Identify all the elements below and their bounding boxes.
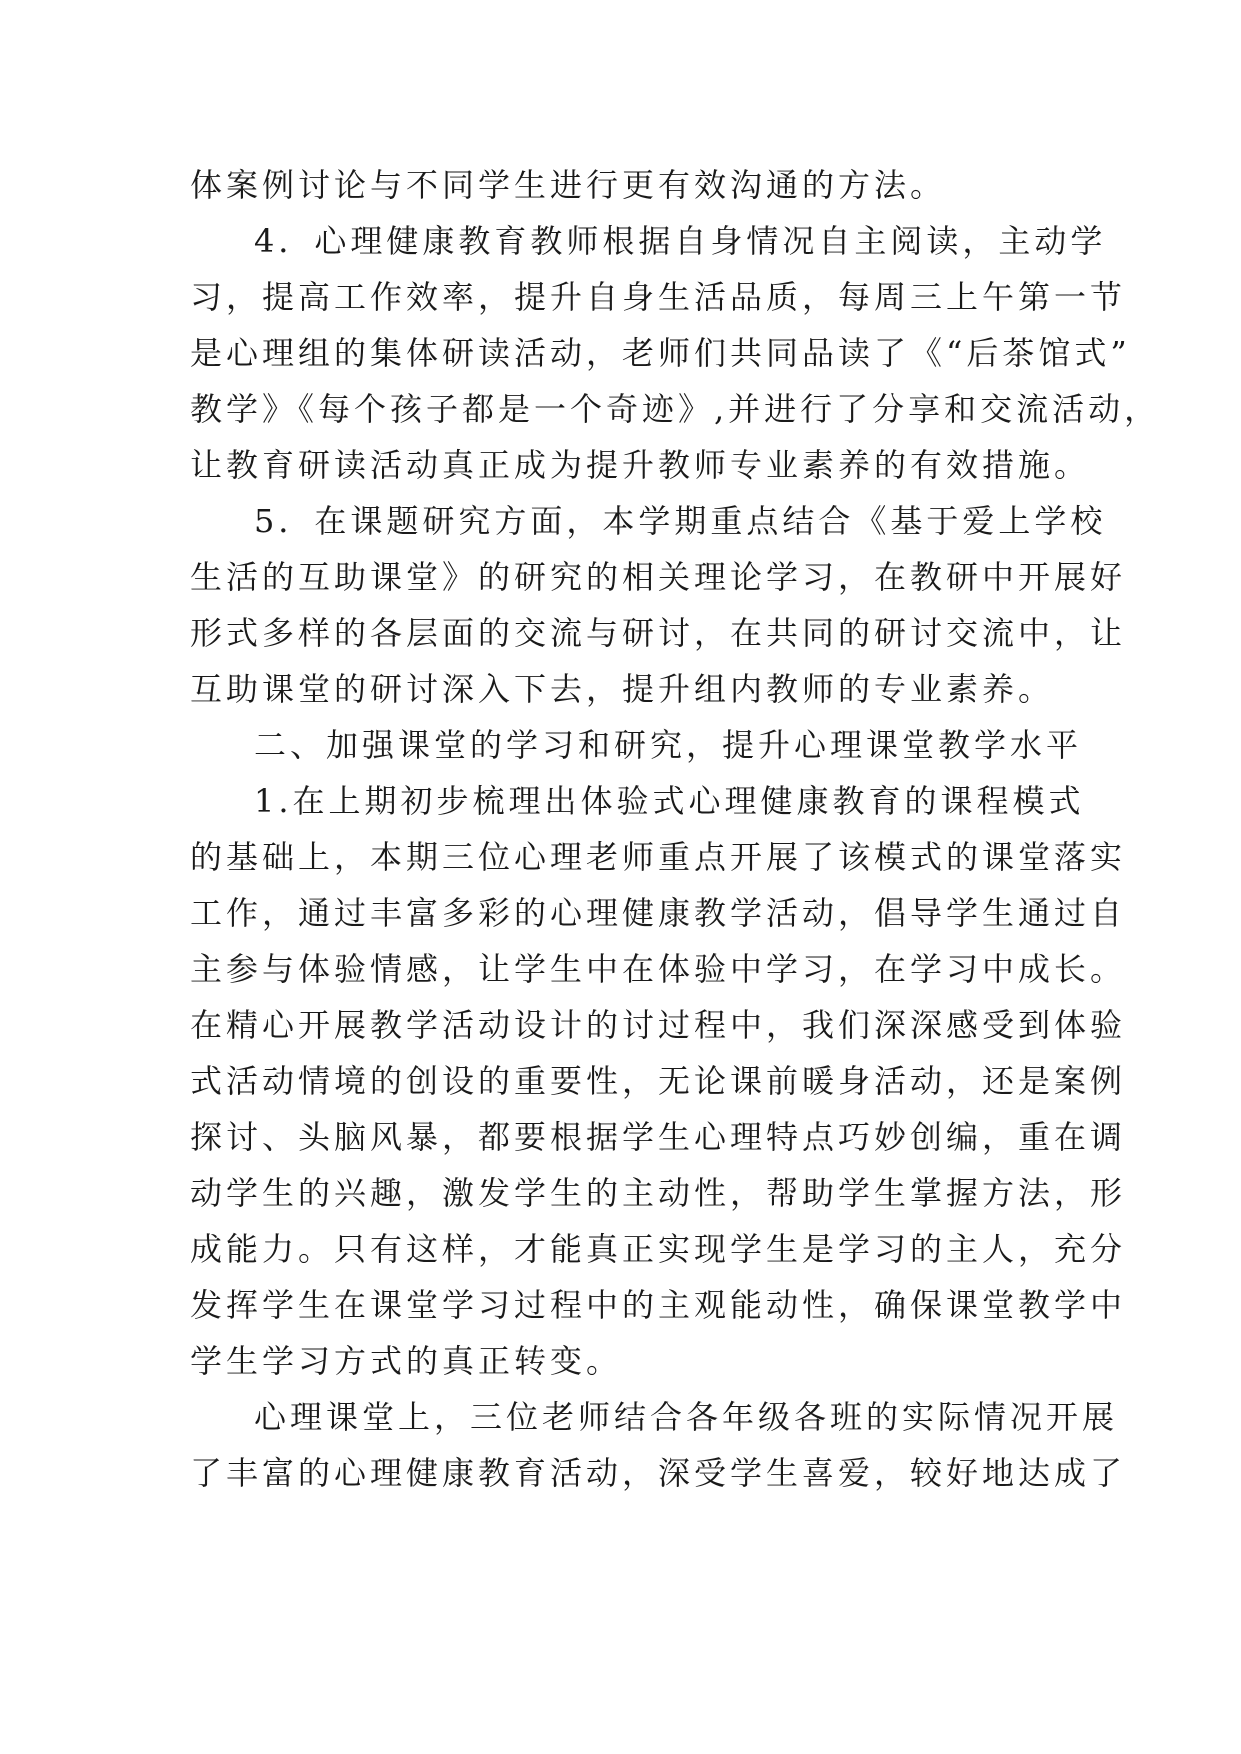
text-line: 在精心开展教学活动设计的讨过程中，我们深深感受到体验 — [190, 1006, 1127, 1044]
text-line: 生活的互助课堂》的研究的相关理论学习，在教研中开展好 — [190, 558, 1127, 596]
text-line: 让教育研读活动真正成为提升教师专业素养的有效措施。 — [190, 446, 1091, 484]
document-body — [190, 157, 1161, 1501]
text-line: 工作，通过丰富多彩的心理健康教学活动，倡导学生通过自 — [190, 894, 1127, 932]
text-line: 探讨、头脑风暴，都要根据学生心理特点巧妙创编，重在调 — [190, 1118, 1127, 1156]
text-line: 体案例讨论与不同学生进行更有效沟通的方法。 — [190, 166, 947, 204]
text-line: 式活动情境的创设的重要性，无论课前暖身活动，还是案例 — [190, 1062, 1127, 1100]
text-line: 心理课堂上，三位老师结合各年级各班的实际情况开展 — [254, 1398, 1119, 1436]
section-heading: 二、加强课堂的学习和研究，提升心理课堂教学水平 — [254, 726, 1083, 764]
text-line: 4．心理健康教育教师根据自身情况自主阅读，主动学 — [254, 222, 1107, 260]
text-line: 了丰富的心理健康教育活动，深受学生喜爱，较好地达成了 — [190, 1454, 1127, 1492]
text-line: 的基础上，本期三位心理老师重点开展了该模式的课堂落实 — [190, 838, 1127, 876]
text-line: 主参与体验情感，让学生中在体验中学习，在学习中成长。 — [190, 950, 1127, 988]
text-line: 动学生的兴趣，激发学生的主动性，帮助学生掌握方法，形 — [190, 1174, 1127, 1212]
text-line: 1.在上期初步梳理出体验式心理健康教育的课程模式 — [254, 782, 1085, 820]
text-line: 成能力。只有这样，才能真正实现学生是学习的主人，充分 — [190, 1230, 1127, 1268]
text-line: 习，提高工作效率，提升自身生活品质，每周三上午第一节 — [190, 278, 1127, 316]
text-line: 教学》《每个孩子都是一个奇迹》,并进行了分享和交流活动， — [190, 390, 1161, 428]
text-line: 发挥学生在课堂学习过程中的主观能动性，确保课堂教学中 — [190, 1286, 1127, 1324]
text-line: 5．在课题研究方面，本学期重点结合《基于爱上学校 — [254, 502, 1107, 540]
text-line: 互助课堂的研讨深入下去，提升组内教师的专业素养。 — [190, 670, 1055, 708]
text-line: 是心理组的集体研读活动，老师们共同品读了《“后茶馆式” — [190, 334, 1131, 372]
text-line: 学生学习方式的真正转变。 — [190, 1342, 623, 1380]
text-line: 形式多样的各层面的交流与研讨，在共同的研讨交流中，让 — [190, 614, 1127, 652]
